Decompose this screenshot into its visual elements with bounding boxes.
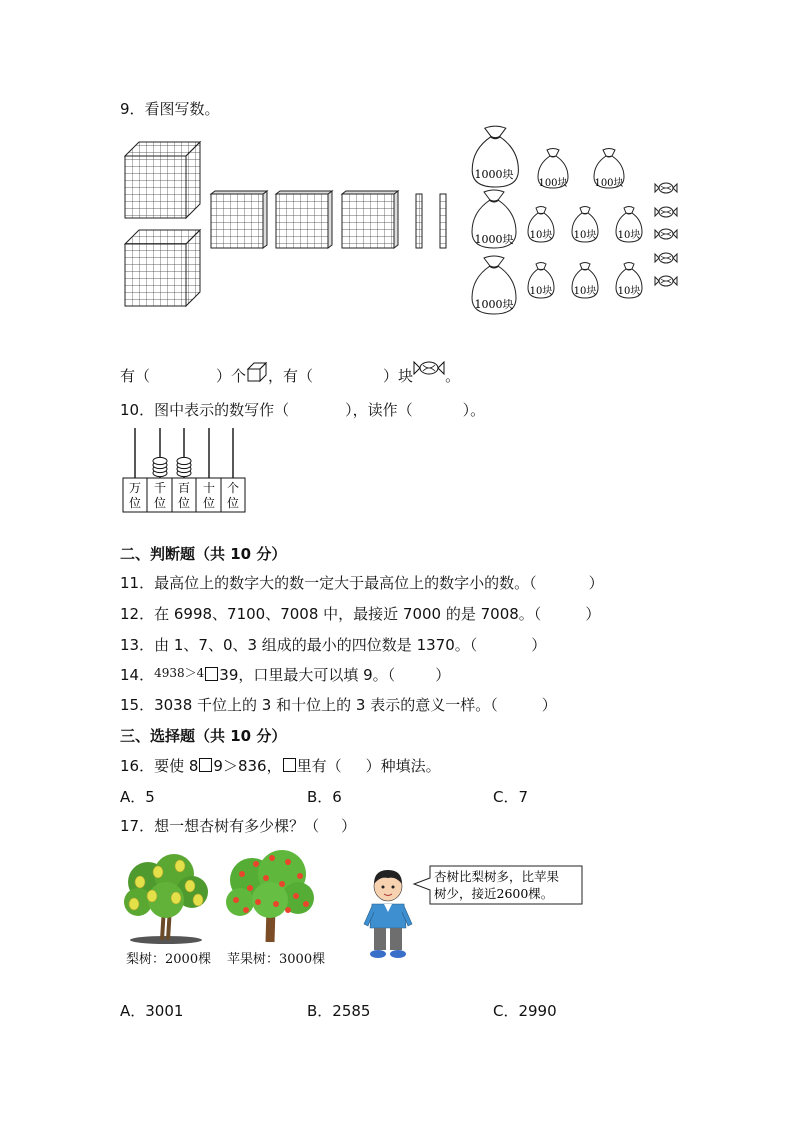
abacus-label-bottom: 位 [153, 496, 167, 510]
abacus-figure [120, 426, 250, 516]
q17-option-c[interactable]: C．2990 [493, 1002, 557, 1020]
abacus-label-top: 百 [177, 481, 191, 495]
candy-icon [655, 276, 677, 286]
thousand-cube-2 [125, 230, 200, 306]
ten-rod-2 [440, 194, 446, 248]
apple-caption: 苹果树：3000棵 [227, 952, 326, 967]
abacus-label-top: 千 [153, 481, 167, 495]
q14-end: ） [435, 666, 451, 684]
q16-option-b[interactable]: B．6 [307, 788, 342, 806]
abacus-bead [153, 457, 167, 464]
abacus-label-bottom: 位 [177, 496, 191, 510]
candy-icon [413, 357, 445, 379]
q17-text: 17．想一想杏树有多少棵？（ [120, 817, 320, 835]
q12-text: 12．在 6998、7100、7008 中，最接近 7000 的是 7008。（ [120, 605, 542, 623]
q10-question [120, 399, 485, 420]
abacus-bead [177, 457, 191, 464]
q15-line [120, 694, 557, 715]
ten-rod-1 [416, 194, 422, 248]
bag-label: 1000块 [474, 168, 514, 181]
q9-answer-end: 。 [445, 367, 461, 385]
bag-label: 10块 [573, 230, 597, 241]
q9-answer-prefix: 有（ [120, 367, 151, 385]
thousand-cube-1 [125, 142, 200, 218]
bag-label: 100块 [594, 178, 624, 189]
q11-line [120, 572, 604, 593]
boy-image [360, 868, 416, 960]
bag-label: 10块 [617, 230, 641, 241]
abacus-label-top: 十 [202, 481, 216, 495]
q15-text: 15．3038 千位上的 3 和十位上的 3 表示的意义一样。（ [120, 696, 498, 714]
bag-label: 10块 [617, 286, 641, 297]
q16-option-a[interactable]: A．5 [120, 788, 155, 806]
q14-rest: 39，口里最大可以填 9。（ [219, 666, 396, 684]
q11-end: ） [588, 574, 604, 592]
q17-end: ） [341, 817, 357, 835]
empty-box-icon [283, 758, 296, 772]
q17-option-a[interactable]: A．3001 [120, 1002, 184, 1020]
q16-end: ）种填法。 [365, 757, 441, 775]
hundred-flat-1 [211, 191, 267, 248]
candy-icon [655, 207, 677, 217]
q17-option-b[interactable]: B．2585 [307, 1002, 371, 1020]
candy-icon [655, 183, 677, 193]
bag-label: 10块 [529, 286, 553, 297]
candy-icon [655, 253, 677, 263]
q12-end: ） [585, 605, 601, 623]
section2-title: 二、判断题（共 10 分） [120, 545, 287, 563]
abacus-label-top: 个 [226, 481, 240, 495]
abacus-label-top: 万 [128, 481, 142, 495]
cube-icon [246, 361, 268, 383]
q9-blocks-figure [118, 138, 458, 310]
q9-answer-unit: ）块 [383, 367, 414, 385]
q9-answer-mid: ）个 [216, 367, 247, 385]
hundred-flat-2 [276, 191, 332, 248]
q16-post: 9＞836， [213, 757, 282, 775]
q13-text: 13．由 1、7、0、3 组成的最小的四位数是 1370。（ [120, 636, 478, 654]
speech-bubble [410, 864, 586, 908]
pear-caption: 梨树：2000棵 [126, 952, 212, 967]
q14-expr: 4938＞4 [154, 666, 205, 680]
empty-box-icon [205, 667, 218, 681]
q10-end: ）。 [462, 401, 486, 419]
q16-pre: 16．要使 8 [120, 757, 199, 775]
empty-box-icon [199, 758, 212, 772]
abacus-label-bottom: 位 [202, 496, 216, 510]
q10-mid: ），读作（ [345, 401, 413, 419]
bag-label: 1000块 [474, 298, 514, 311]
q13-end: ） [531, 636, 547, 654]
section3-title: 三、选择题（共 10 分） [120, 727, 287, 745]
q15-end: ） [541, 696, 557, 714]
bag-label: 10块 [529, 230, 553, 241]
q9-answer-line [120, 357, 460, 386]
apple-tree-image [222, 848, 318, 944]
candy-icon [655, 229, 677, 239]
q9-bags-figure [468, 124, 683, 324]
q12-line [120, 603, 600, 624]
q11-text: 11．最高位上的数字大的数一定大于最高位上的数字小的数。（ [120, 574, 537, 592]
abacus-label-bottom: 位 [128, 496, 142, 510]
q16-post2: 里有（ [296, 757, 342, 775]
speech-line-1: 杏树比梨树多，比苹果 [434, 869, 560, 884]
q13-line [120, 634, 546, 655]
q10-prefix: 10．图中表示的数写作（ [120, 401, 290, 419]
q14-num: 14． [120, 666, 155, 684]
q17-line [120, 815, 356, 836]
hundred-flat-3 [342, 191, 398, 248]
pear-tree-image [118, 852, 214, 944]
bag-label: 100块 [538, 178, 568, 189]
q9-title: 9．看图写数。 [120, 100, 220, 118]
bag-label: 1000块 [474, 233, 514, 246]
q16-line [120, 755, 441, 776]
bag-label: 10块 [573, 286, 597, 297]
abacus-label-bottom: 位 [226, 496, 240, 510]
q9-answer-comma: ，有（ [268, 367, 314, 385]
q14-line [120, 664, 450, 685]
q16-option-c[interactable]: C．7 [493, 788, 529, 806]
speech-line-2: 树少，接近2600棵。 [434, 886, 554, 901]
